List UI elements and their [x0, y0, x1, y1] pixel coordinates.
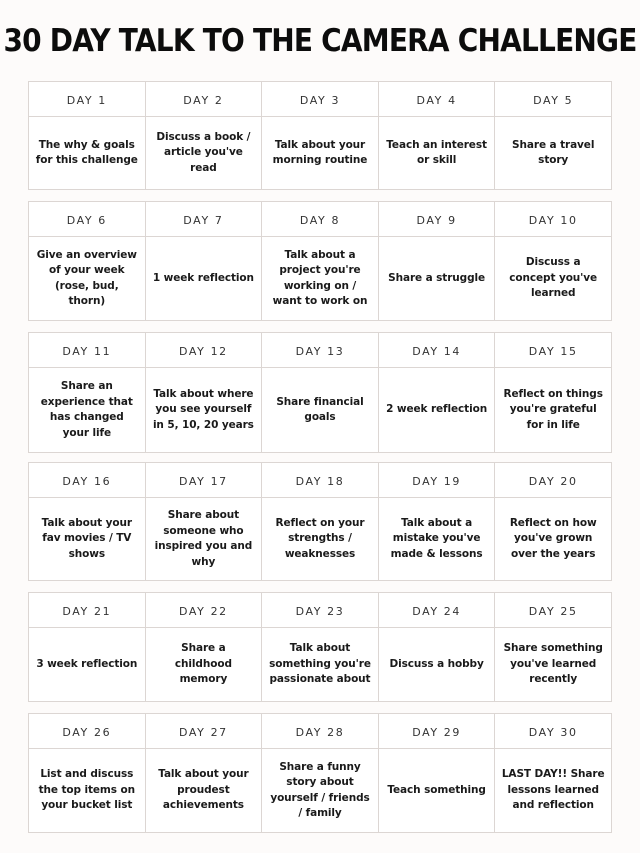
- day-prompt-cell: [146, 237, 263, 321]
- day-label: DAY 8: [299, 213, 341, 227]
- day-label: DAY 28: [295, 725, 345, 739]
- day-prompt: Share something you've learned recently: [503, 642, 603, 686]
- day-prompt-cell: [29, 498, 146, 581]
- day-header-cell: [146, 593, 263, 628]
- day-prompt: 3 week reflection: [36, 657, 138, 670]
- day-prompt: LAST DAY!! Share lessons learned and reflection: [501, 768, 605, 812]
- day-label: DAY 3: [299, 93, 341, 107]
- day-header-cell: [262, 333, 379, 368]
- day-header-cell: [262, 463, 379, 498]
- day-prompt: Share financial goals: [276, 395, 364, 423]
- day-prompt-cell: [495, 237, 612, 321]
- day-prompt: Talk about where you see yourself in 5, 10, 20 years: [152, 387, 254, 431]
- day-prompt-cell: [262, 237, 379, 321]
- day-prompt: Share an experience that has changed your life: [40, 380, 133, 439]
- day-prompt: Teach an interest or skill: [386, 138, 487, 166]
- day-label: DAY 12: [179, 344, 228, 358]
- day-label: DAY 29: [412, 725, 461, 739]
- day-header-cell: [29, 82, 146, 117]
- day-label: DAY 5: [533, 93, 574, 107]
- page-title: 30 DAY TALK TO THE CAMERA CHALLENGE: [3, 22, 637, 59]
- day-prompt-cell: [146, 117, 263, 190]
- day-header-cell: [146, 333, 263, 368]
- day-prompt-cell: [262, 749, 379, 833]
- day-header-cell: [379, 714, 496, 749]
- day-prompt-cell: [29, 749, 146, 833]
- day-prompt: Share a struggle: [388, 271, 486, 284]
- day-prompt: Talk about your proudest achievements: [158, 768, 249, 812]
- day-prompt-cell: [495, 749, 612, 833]
- day-prompt-cell: [146, 368, 263, 453]
- day-prompt-cell: [29, 368, 146, 453]
- day-header-cell: [495, 82, 612, 117]
- day-header-cell: [29, 333, 146, 368]
- day-label: DAY 9: [416, 213, 457, 227]
- day-prompt: 2 week reflection: [386, 403, 488, 416]
- day-header-cell: [379, 333, 496, 368]
- day-prompt: List and discuss the top items on your bucket list: [38, 768, 135, 812]
- day-prompt: Discuss a concept you've learned: [509, 256, 598, 300]
- day-prompt: 1 week reflection: [152, 271, 254, 284]
- day-prompt: Talk about something you're passionate about: [269, 642, 371, 686]
- day-prompt-cell: [495, 498, 612, 581]
- day-header-cell: [495, 333, 612, 368]
- day-prompt: Reflect on your strengths / weaknesses: [275, 516, 365, 560]
- day-label: DAY 7: [183, 213, 224, 227]
- day-prompt-cell: [379, 498, 496, 581]
- week-block-6: [28, 713, 612, 833]
- day-prompt: Reflect on how you've grown over the years: [509, 516, 597, 560]
- day-header-cell: [29, 202, 146, 237]
- day-prompt: Reflect on things you're grateful for in life: [503, 387, 603, 431]
- week-block-1: [28, 81, 612, 190]
- day-label: DAY 10: [528, 213, 578, 227]
- day-header-cell: [495, 202, 612, 237]
- day-prompt-cell: [146, 498, 263, 581]
- day-header-cell: [495, 714, 612, 749]
- day-header-cell: [146, 82, 263, 117]
- day-label: DAY 23: [295, 604, 345, 618]
- day-prompt: Talk about a mistake you've made & lessons: [390, 516, 483, 560]
- day-label: DAY 15: [528, 344, 578, 358]
- week-block-4: [28, 462, 612, 581]
- week-block-2: [28, 201, 612, 321]
- day-header-cell: [146, 714, 263, 749]
- day-header-cell: [262, 202, 379, 237]
- week-block-3: [28, 332, 612, 453]
- day-prompt-cell: [262, 368, 379, 453]
- day-header-cell: [29, 714, 146, 749]
- day-prompt-cell: [29, 117, 146, 190]
- day-header-cell: [262, 82, 379, 117]
- day-prompt-cell: [146, 628, 263, 702]
- day-prompt-cell: [495, 628, 612, 702]
- day-prompt: Share a childhood memory: [174, 642, 232, 686]
- day-prompt-cell: [379, 117, 496, 190]
- day-prompt: Discuss a hobby: [389, 657, 484, 670]
- day-prompt-cell: [495, 368, 612, 453]
- day-label: DAY 27: [179, 725, 228, 739]
- day-header-cell: [146, 202, 263, 237]
- day-prompt: Talk about a project you're working on / want to work on: [272, 248, 368, 307]
- day-header-cell: [379, 463, 496, 498]
- day-header-cell: [262, 593, 379, 628]
- day-label: DAY 21: [62, 604, 112, 618]
- day-label: DAY 14: [412, 344, 461, 358]
- day-label: DAY 22: [179, 604, 228, 618]
- day-prompt: Share a travel story: [512, 138, 595, 166]
- day-prompt-cell: [262, 117, 379, 190]
- day-header-cell: [262, 714, 379, 749]
- day-header-cell: [29, 593, 146, 628]
- day-prompt-cell: [262, 498, 379, 581]
- day-prompt: Talk about your morning routine: [272, 138, 368, 166]
- day-header-cell: [379, 593, 496, 628]
- day-header-cell: [29, 463, 146, 498]
- day-label: DAY 17: [179, 474, 228, 488]
- day-label: DAY 16: [62, 474, 112, 488]
- day-prompt: Teach something: [387, 783, 486, 796]
- day-label: DAY 4: [416, 93, 457, 107]
- day-prompt-cell: [146, 749, 263, 833]
- day-prompt: Share about someone who inspired you and why: [154, 509, 253, 568]
- day-header-cell: [379, 202, 496, 237]
- day-label: DAY 30: [528, 725, 578, 739]
- day-label: DAY 19: [412, 474, 461, 488]
- day-label: DAY 1: [66, 93, 107, 107]
- day-prompt-cell: [379, 749, 496, 833]
- day-prompt: Talk about your fav movies / TV shows: [41, 516, 132, 560]
- week-block-5: [28, 592, 612, 702]
- day-label: DAY 6: [66, 213, 107, 227]
- day-label: DAY 20: [528, 474, 578, 488]
- day-label: DAY 18: [295, 474, 345, 488]
- day-prompt: The why & goals for this challenge: [35, 138, 138, 166]
- day-label: DAY 24: [412, 604, 461, 618]
- day-label: DAY 11: [62, 344, 112, 358]
- day-label: DAY 13: [295, 344, 345, 358]
- day-prompt-cell: [379, 237, 496, 321]
- day-header-cell: [495, 463, 612, 498]
- day-header-cell: [495, 593, 612, 628]
- day-header-cell: [146, 463, 263, 498]
- day-label: DAY 25: [528, 604, 578, 618]
- day-prompt-cell: [495, 117, 612, 190]
- day-prompt-cell: [379, 368, 496, 453]
- day-prompt: Share a funny story about yourself / friends / family: [270, 760, 370, 819]
- day-prompt-cell: [29, 628, 146, 702]
- day-prompt: Give an overview of your week (rose, bud, thorn): [36, 248, 137, 307]
- day-header-cell: [379, 82, 496, 117]
- day-prompt-cell: [29, 237, 146, 321]
- day-prompt-cell: [262, 628, 379, 702]
- day-label: DAY 2: [183, 93, 224, 107]
- day-label: DAY 26: [62, 725, 112, 739]
- day-prompt-cell: [379, 628, 496, 702]
- day-prompt: Discuss a book / article you've read: [156, 130, 251, 174]
